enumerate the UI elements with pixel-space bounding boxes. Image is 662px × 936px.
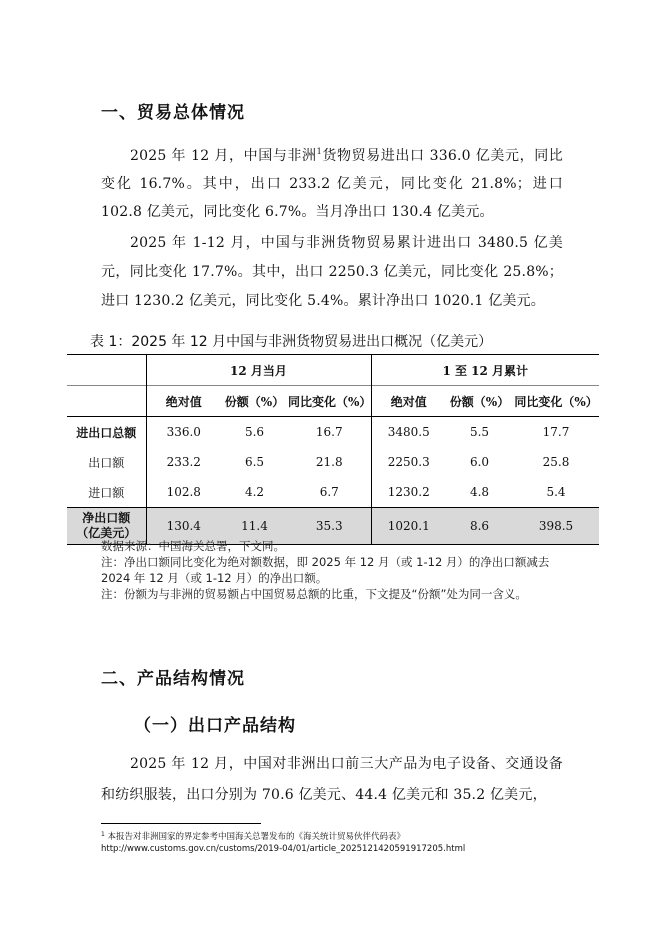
cell: 8.6 xyxy=(446,508,513,545)
row-label: 出口额 xyxy=(67,447,146,477)
footnote-mark: 1 xyxy=(101,831,105,838)
cell: 21.8 xyxy=(288,447,371,477)
note-share: 注：份额为与非洲的贸易额占中国贸易总额的比重，下文提及“份额”处为同一含义。 xyxy=(101,587,527,601)
cell: 233.2 xyxy=(166,455,201,469)
table-caption: 表 1：2025 年 12 月中国与非洲货物贸易进出口概况（亿美元） xyxy=(90,334,493,350)
cell: 5.5 xyxy=(446,417,513,448)
footnote-divider xyxy=(101,823,261,824)
table-notes xyxy=(101,538,563,602)
cell: 6.5 xyxy=(244,455,265,469)
table-group-header xyxy=(67,355,599,386)
cell: 102.8 xyxy=(166,485,201,499)
row-label: 进口额 xyxy=(67,477,146,508)
header-december: 12 月当月 xyxy=(146,355,371,386)
note-net-export: 注：净出口额同比变化为绝对额数据，即 2025 年 12 月（或 1-12 月）的净出口额减去 2024 年 12 月（或 1-12 月）的净出口额。 xyxy=(101,555,550,585)
cell: 25.8 xyxy=(542,455,570,469)
footnote-text: 本报告对非洲国家的界定参考中国海关总署发布的《海关统计贸易伙伴代码表》 xyxy=(107,832,406,842)
paragraph-cumulative: 2025 年 1-12 月，中国与非洲货物贸易累计进出口 3480.5 亿美元，同比变化 17.7%。其中，出口 2250.3 亿美元，同比变化 25.8%；进口 1230.2 亿美元，同比变化 5.4%。累计净出口 1020.1 亿美元。 xyxy=(101,235,563,309)
col-abs-ytd: 绝对值 xyxy=(371,386,446,417)
table-row-export xyxy=(67,447,599,477)
cell: 6.7 xyxy=(288,477,371,508)
cell: 1230.2 xyxy=(387,485,430,499)
cell: 398.5 xyxy=(513,508,599,545)
net-label-line2: （亿美元） xyxy=(76,526,137,540)
col-share-month: 份额（%） xyxy=(221,386,288,417)
paragraph-export-products: 2025 年 12 月，中国对非洲出口前三大产品为电子设备、交通设备和纺织服装，出口分别为 70.6 亿美元、44.4 亿美元和 35.2 亿美元， xyxy=(101,756,563,803)
cell: 35.3 xyxy=(288,508,371,545)
section-title-product-structure: 二、产品结构情况 xyxy=(101,669,245,689)
cell: 17.7 xyxy=(513,417,599,448)
cell: 2250.3 xyxy=(387,455,430,469)
cell: 4.8 xyxy=(469,485,490,499)
table-corner-cell-2 xyxy=(67,386,146,417)
row-label: 进出口总额 xyxy=(67,417,146,448)
table-row-import xyxy=(67,477,599,508)
paragraph-december-rest: 货物贸易进出口 336.0 亿美元，同比变化 16.7%。其中，出口 233.2 亿美元，同比变化 21.8%；进口 102.8 亿美元，同比变化 6.7%。当月净出口 130.4 亿美元。 xyxy=(101,148,563,220)
col-yoy-month: 同比变化（%） xyxy=(288,386,371,417)
subsection-title-export-products: （一）出口产品结构 xyxy=(134,716,296,736)
paragraph-december-start: 2025 年 12 月，中国与非洲 xyxy=(130,148,317,164)
col-abs-month: 绝对值 xyxy=(146,386,221,417)
footnote xyxy=(101,829,571,855)
table-row-total xyxy=(67,417,599,448)
cell: 16.7 xyxy=(288,417,371,448)
cell: 130.4 xyxy=(146,508,221,545)
cell: 4.2 xyxy=(244,485,265,499)
table-corner-cell xyxy=(67,355,146,386)
net-label-line1: 净出口额 xyxy=(82,511,131,525)
footnote-ref[interactable]: 1 xyxy=(316,147,322,156)
trade-overview-table xyxy=(67,354,599,545)
paragraph-december xyxy=(101,138,563,226)
cell: 3480.5 xyxy=(371,417,446,448)
col-share-ytd: 份额（%） xyxy=(446,386,513,417)
cell: 6.0 xyxy=(469,455,490,469)
footnote-text-line xyxy=(101,829,571,843)
section-title-overall: 一、贸易总体情况 xyxy=(101,103,245,123)
footnote-url[interactable]: http://www.customs.gov.cn/customs/2019-04/01/article_2025121420591917205.html xyxy=(101,844,466,854)
note-source: 数据来源：中国海关总署，下文同。 xyxy=(101,539,285,553)
col-yoy-ytd: 同比变化（%） xyxy=(513,386,599,417)
cell: 11.4 xyxy=(221,508,288,545)
header-cumulative: 1 至 12 月累计 xyxy=(371,355,599,386)
table-column-header xyxy=(67,386,599,417)
cell: 1020.1 xyxy=(371,508,446,545)
cell: 5.6 xyxy=(221,417,288,448)
cell: 336.0 xyxy=(146,417,221,448)
cell: 5.4 xyxy=(546,485,566,499)
